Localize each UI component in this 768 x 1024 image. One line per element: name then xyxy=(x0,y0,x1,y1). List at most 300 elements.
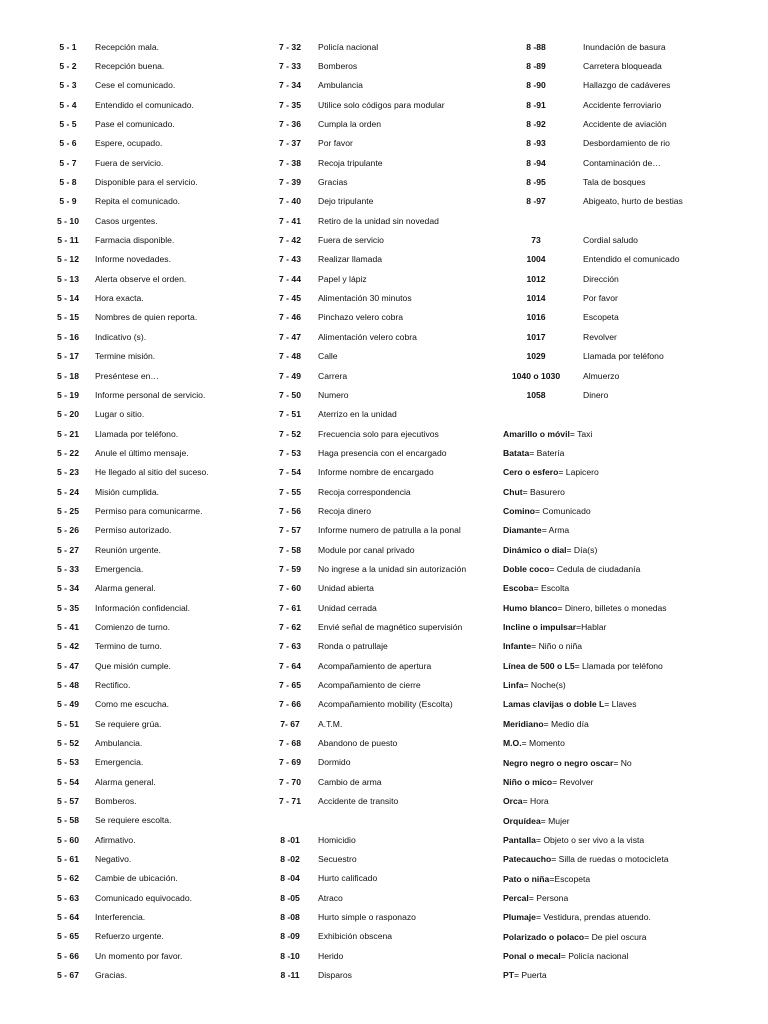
code-number: 7 - 63 xyxy=(279,641,301,652)
code-row xyxy=(50,211,275,230)
code-description: Como me escucha. xyxy=(95,699,170,710)
code-description: Informe numero de patrulla a la ponal xyxy=(318,525,461,536)
code-number: 7 - 52 xyxy=(279,428,301,439)
code-row xyxy=(50,966,275,985)
slang-term: Linfa xyxy=(503,680,524,691)
code-row xyxy=(50,250,275,269)
code-description: Abigeato, hurto de bestias xyxy=(583,196,683,207)
code-row xyxy=(50,695,275,714)
code-row xyxy=(272,656,514,675)
code-number: 5 - 24 xyxy=(57,486,79,497)
codes-8-10-column xyxy=(500,37,763,405)
code-description: Exhibición obscena xyxy=(318,931,393,942)
code-number: 5 - 11 xyxy=(57,235,79,246)
code-description: Unidad cerrada xyxy=(318,602,377,613)
code-description: Fuera de servicio. xyxy=(95,157,164,168)
code-number: 7- 67 xyxy=(280,718,300,729)
slang-meaning: = Persona xyxy=(528,892,569,903)
code-number: 1017 xyxy=(526,331,546,342)
code-description: Hurto simple o rasponazo xyxy=(318,912,416,923)
code-number: 5 - 7 xyxy=(59,157,77,168)
code-description: A.T.M. xyxy=(318,718,343,729)
code-row xyxy=(50,192,275,211)
code-description: Nombres de quien reporta. xyxy=(95,312,198,323)
code-row xyxy=(50,946,275,965)
code-number: 8 -89 xyxy=(526,61,546,72)
code-number: 5 - 9 xyxy=(59,196,77,207)
code-number: 5 - 57 xyxy=(57,796,79,807)
slang-entry xyxy=(503,946,763,965)
code-description: Abandono de puesto xyxy=(318,738,398,749)
code-description: Dormido xyxy=(318,757,351,768)
code-description: Haga presencia con el encargado xyxy=(318,447,447,458)
code-row xyxy=(272,753,514,772)
code-description: Dinero xyxy=(583,389,609,400)
code-number: 7 - 62 xyxy=(279,621,301,632)
code-row xyxy=(272,76,514,95)
code-description: Fuera de servicio xyxy=(318,235,384,246)
slang-meaning: = Día(s) xyxy=(566,544,598,555)
slang-entry xyxy=(503,501,763,520)
code-row xyxy=(500,153,763,172)
slang-entry xyxy=(503,617,763,636)
code-row xyxy=(50,521,275,540)
code-row xyxy=(272,308,514,327)
code-description: Recepción mala. xyxy=(95,41,160,52)
code-number: 5 - 15 xyxy=(57,312,79,323)
code-number: 5 - 5 xyxy=(59,119,77,130)
code-row xyxy=(50,772,275,791)
code-number: 7 - 39 xyxy=(279,177,301,188)
code-number: 5 - 21 xyxy=(57,428,79,439)
slang-term: Dinámico o dial xyxy=(503,544,567,555)
slang-meaning: = Comunicado xyxy=(534,506,591,517)
slang-entry xyxy=(503,424,763,443)
code-description: Policía nacional xyxy=(318,41,379,52)
code-number: 5 - 61 xyxy=(57,854,79,865)
code-row xyxy=(50,172,275,191)
code-row xyxy=(272,907,514,926)
slang-term: Pantalla xyxy=(503,834,536,845)
slang-term: Pato o niña xyxy=(503,873,550,884)
code-number: 5 - 33 xyxy=(57,563,79,574)
slang-term: Lamas clavijas o doble L xyxy=(503,699,605,710)
slang-term: Diamante xyxy=(503,525,542,536)
code-description: Indicativo (s). xyxy=(95,331,147,342)
code-description: Afirmativo. xyxy=(95,834,136,845)
code-number: 5 - 25 xyxy=(57,505,79,516)
code-description: Ambulancia. xyxy=(95,738,143,749)
code-row xyxy=(272,540,514,559)
code-row xyxy=(272,966,514,985)
code-number: 7 - 66 xyxy=(279,699,301,710)
code-number: 1016 xyxy=(526,312,546,323)
code-description: Se requiere escolta. xyxy=(95,815,172,826)
code-row xyxy=(272,617,514,636)
code-number: 7 - 32 xyxy=(279,41,301,52)
code-row xyxy=(272,37,514,56)
code-row xyxy=(50,230,275,249)
code-description: Numero xyxy=(318,389,349,400)
code-row xyxy=(50,617,275,636)
slang-term: Doble coco xyxy=(503,564,550,575)
code-description: Calle xyxy=(318,351,338,362)
code-number: 5 - 47 xyxy=(57,660,79,671)
code-row xyxy=(500,269,763,288)
code-number: 5 - 42 xyxy=(57,641,79,652)
code-row xyxy=(50,482,275,501)
code-number: 5 - 41 xyxy=(57,621,79,632)
slang-term: M.O. xyxy=(503,738,522,749)
code-description: Unidad abierta xyxy=(318,583,374,594)
code-description: Acompañamiento de apertura xyxy=(318,660,432,671)
code-row xyxy=(500,347,763,366)
slang-term: Infante xyxy=(503,641,532,652)
code-row xyxy=(50,443,275,462)
code-number: 8 -10 xyxy=(280,950,300,961)
code-description: Accidente ferroviario xyxy=(583,99,662,110)
code-description: Alimentación 30 minutos xyxy=(318,293,412,304)
code-number: 8 -01 xyxy=(280,834,300,845)
code-row xyxy=(500,327,763,346)
slang-meaning: =Escopeta xyxy=(549,873,591,884)
code-number: 7 - 40 xyxy=(279,196,301,207)
code-number: 8 -11 xyxy=(280,970,300,981)
code-number: 73 xyxy=(531,235,541,246)
code-row xyxy=(272,714,514,733)
code-number: 7 - 42 xyxy=(279,235,301,246)
code-number: 7 - 38 xyxy=(279,157,301,168)
code-row xyxy=(272,637,514,656)
code-description: Gracias. xyxy=(95,970,127,981)
slang-term: Orquídea xyxy=(503,815,541,826)
code-description: Pinchazo velero cobra xyxy=(318,312,404,323)
slang-meaning: = Hora xyxy=(522,796,549,807)
slang-meaning: = Basurero xyxy=(522,486,565,497)
code-row xyxy=(500,95,763,114)
code-description: Por favor xyxy=(318,138,353,149)
code-row xyxy=(272,849,514,868)
code-row xyxy=(50,134,275,153)
slang-term: Percal xyxy=(503,892,529,903)
code-description: Información confidencial. xyxy=(95,602,191,613)
code-row xyxy=(50,540,275,559)
code-description: Herido xyxy=(318,950,344,961)
slang-meaning: = Escolta xyxy=(533,583,570,594)
slang-entry xyxy=(503,443,763,462)
slang-term: Chut xyxy=(503,486,523,497)
code-description: Disponible para el servicio. xyxy=(95,177,198,188)
code-row xyxy=(50,95,275,114)
code-row xyxy=(50,675,275,694)
code-row xyxy=(272,385,514,404)
slang-meaning: = Llaves xyxy=(604,699,637,710)
slang-term: Incline o impulsar xyxy=(503,622,577,633)
code-number: 7 - 69 xyxy=(279,757,301,768)
code-number: 7 - 59 xyxy=(279,563,301,574)
code-row xyxy=(272,172,514,191)
code-row xyxy=(50,269,275,288)
code-description: Utilice solo códigos para modular xyxy=(318,99,445,110)
code-row xyxy=(50,559,275,578)
code-number: 7 - 41 xyxy=(279,215,301,226)
code-row xyxy=(272,192,514,211)
code-number: 5 - 17 xyxy=(57,351,79,362)
code-description: Bomberos xyxy=(318,61,358,72)
code-number: 5 - 49 xyxy=(57,699,79,710)
code-row xyxy=(500,250,763,269)
code-row xyxy=(50,37,275,56)
slang-meaning: = Noche(s) xyxy=(523,680,566,691)
slang-entry xyxy=(503,830,763,849)
code-number: 7 - 48 xyxy=(279,351,301,362)
code-number: 8 -90 xyxy=(526,80,546,91)
code-row xyxy=(272,791,514,810)
code-description: Escopeta xyxy=(583,312,619,323)
slang-meaning: = Batería xyxy=(529,448,565,459)
slang-meaning: = Policía nacional xyxy=(560,950,629,961)
slang-entry xyxy=(503,734,763,753)
code-row xyxy=(272,56,514,75)
code-number: 8 -08 xyxy=(280,912,300,923)
code-description: Alarma general. xyxy=(95,776,156,787)
slang-meaning: = Cedula de ciudadanía xyxy=(549,564,641,575)
code-row xyxy=(500,76,763,95)
code-row xyxy=(50,463,275,482)
code-row xyxy=(500,230,763,249)
code-number: 5 - 8 xyxy=(59,177,77,188)
slang-meaning: = Momento xyxy=(521,738,565,749)
code-description: He llegado al sitio del suceso. xyxy=(95,467,209,478)
code-row xyxy=(272,230,514,249)
code-number: 7 - 33 xyxy=(279,61,301,72)
code-row xyxy=(272,153,514,172)
code-description: Tala de bosques xyxy=(583,177,646,188)
code-description: Casos urgentes. xyxy=(95,215,158,226)
code-row xyxy=(272,405,514,424)
code-number: 7 - 43 xyxy=(279,254,301,265)
code-row xyxy=(50,327,275,346)
code-description: Recoja dinero xyxy=(318,505,372,516)
code-number: 5 - 65 xyxy=(57,931,79,942)
code-number: 5 - 4 xyxy=(59,99,77,110)
code-number: 5 - 51 xyxy=(57,718,79,729)
code-row xyxy=(272,927,514,946)
code-number: 7 - 50 xyxy=(279,389,301,400)
slang-meaning: = Silla de ruedas o motocicleta xyxy=(551,854,669,865)
code-description: No ingrese a la unidad sin autorización xyxy=(318,563,467,574)
code-number: 5 - 54 xyxy=(57,776,79,787)
code-row xyxy=(272,288,514,307)
code-number: 7 - 46 xyxy=(279,312,301,323)
code-row xyxy=(50,288,275,307)
slang-entry xyxy=(503,598,763,617)
code-description: Que misión cumple. xyxy=(95,660,171,671)
code-number: 8 -94 xyxy=(526,157,546,168)
slang-meaning: = Dinero, billetes o monedas xyxy=(557,602,667,613)
slang-entry xyxy=(503,927,763,946)
codes-7-8-column xyxy=(272,37,514,985)
code-description: Retiro de la unidad sin novedad xyxy=(318,215,439,226)
code-row xyxy=(272,598,514,617)
slang-entry xyxy=(503,908,763,927)
slang-meaning: = Taxi xyxy=(569,428,593,439)
code-number: 5 - 10 xyxy=(57,215,79,226)
code-description: Acompañamiento de cierre xyxy=(318,680,421,691)
slang-entry xyxy=(503,753,763,772)
code-description: Aterrizo en la unidad xyxy=(318,409,397,420)
code-number: 7 - 47 xyxy=(279,331,301,342)
code-description: Un momento por favor. xyxy=(95,950,183,961)
code-description: Entendido el comunicado. xyxy=(95,99,194,110)
code-number: 7 - 45 xyxy=(279,293,301,304)
code-row xyxy=(50,347,275,366)
code-description: Dejo tripulante xyxy=(318,196,374,207)
code-row xyxy=(500,172,763,191)
slang-entry xyxy=(503,482,763,501)
code-number: 7 - 61 xyxy=(279,602,301,613)
code-description: Comunicado equivocado. xyxy=(95,892,192,903)
code-row xyxy=(500,56,763,75)
code-row xyxy=(272,482,514,501)
slang-meaning: = Revolver xyxy=(552,776,594,787)
code-number: 1058 xyxy=(526,389,546,400)
code-number: 7 - 37 xyxy=(279,138,301,149)
slang-term: Amarillo o móvil xyxy=(503,428,570,439)
code-description: Acompañamiento mobility (Escolta) xyxy=(318,699,453,710)
code-description: Cordial saludo xyxy=(583,235,638,246)
code-number: 8 -88 xyxy=(526,41,546,52)
slang-entry xyxy=(503,463,763,482)
code-number: 5 - 19 xyxy=(57,389,79,400)
code-description: Permiso para comunicarme. xyxy=(95,505,203,516)
slang-term: Batata xyxy=(503,448,530,459)
code-number: 5 - 52 xyxy=(57,738,79,749)
code-description: Ronda o patrullaje xyxy=(318,641,388,652)
code-description: Informe nombre de encargado xyxy=(318,467,434,478)
slang-meaning: = Vestidura, prendas atuendo. xyxy=(535,912,651,923)
code-row xyxy=(500,308,763,327)
code-description: Preséntese en… xyxy=(95,370,160,381)
code-number: 5 - 16 xyxy=(57,331,79,342)
slang-meaning: = Niño o niña xyxy=(531,641,583,652)
code-description: Emergencia. xyxy=(95,757,144,768)
code-description: Termine misión. xyxy=(95,351,156,362)
slang-term: Cero o esfero xyxy=(503,467,559,478)
code-number: 5 - 35 xyxy=(57,602,79,613)
code-row xyxy=(500,114,763,133)
code-number: 8 -09 xyxy=(280,931,300,942)
code-description: Hora exacta. xyxy=(95,293,144,304)
code-description: Bomberos. xyxy=(95,796,137,807)
code-description: Cumpla la orden xyxy=(318,119,382,130)
code-number: 5 - 1 xyxy=(59,41,77,52)
code-row xyxy=(272,521,514,540)
slang-term: PT xyxy=(503,970,514,981)
slang-entry xyxy=(503,637,763,656)
code-description: Llamada por teléfono xyxy=(583,351,664,362)
code-row xyxy=(500,385,763,404)
slang-meaning: = Mujer xyxy=(540,815,570,826)
code-description: Accidente de aviación xyxy=(583,119,667,130)
code-description: Informe novedades. xyxy=(95,254,171,265)
code-number: 5 - 20 xyxy=(57,409,79,420)
code-row xyxy=(50,733,275,752)
code-row xyxy=(50,114,275,133)
code-number: 5 - 18 xyxy=(57,370,79,381)
code-number: 5 - 22 xyxy=(57,447,79,458)
code-number: 8 -05 xyxy=(280,892,300,903)
slang-entry xyxy=(503,540,763,559)
code-number: 1014 xyxy=(526,293,546,304)
code-description: Informe personal de servicio. xyxy=(95,389,206,400)
code-description: Comienzo de turno. xyxy=(95,621,170,632)
code-number: 5 - 67 xyxy=(57,970,79,981)
code-row xyxy=(272,463,514,482)
code-row xyxy=(50,598,275,617)
slang-meaning: = Medio día xyxy=(543,718,589,729)
slang-term: Ponal o mecal xyxy=(503,950,561,961)
slang-term: Orca xyxy=(503,796,523,807)
code-description: Accidente de transito xyxy=(318,796,399,807)
code-number: 7 - 58 xyxy=(279,544,301,555)
code-description: Se requiere grúa. xyxy=(95,718,162,729)
code-row xyxy=(500,192,763,211)
code-row xyxy=(50,637,275,656)
code-number: 5 - 2 xyxy=(59,61,77,72)
code-number: 1004 xyxy=(526,254,546,265)
code-number: 7 - 64 xyxy=(279,660,301,671)
slang-term: Plumaje xyxy=(503,912,536,923)
code-description: Module por canal privado xyxy=(318,544,415,555)
code-description: Disparos xyxy=(318,970,352,981)
code-row xyxy=(272,269,514,288)
slang-entry xyxy=(503,811,763,830)
code-row xyxy=(272,250,514,269)
code-description: Envié señal de magnético supervisión xyxy=(318,621,463,632)
slang-entry xyxy=(503,521,763,540)
code-row xyxy=(272,946,514,965)
code-number: 7 - 36 xyxy=(279,119,301,130)
code-number: 5 - 64 xyxy=(57,912,79,923)
code-description: Atraco xyxy=(318,892,343,903)
slang-meaning: = Objeto o ser vivo a la vista xyxy=(535,834,645,845)
code-number: 7 - 57 xyxy=(279,525,301,536)
code-row xyxy=(50,888,275,907)
code-number: 8 -95 xyxy=(526,177,546,188)
code-row xyxy=(272,869,514,888)
code-description: Interferencia. xyxy=(95,912,146,923)
slang-meaning: = Lapicero xyxy=(558,467,599,478)
code-description: Recoja tripulante xyxy=(318,157,383,168)
slang-meaning: = No xyxy=(613,757,632,768)
code-row xyxy=(272,366,514,385)
code-row xyxy=(272,211,514,230)
code-number: 5 - 12 xyxy=(57,254,79,265)
code-description: Hurto calificado xyxy=(318,873,378,884)
code-description: Dirección xyxy=(583,273,619,284)
slang-entry xyxy=(503,675,763,694)
slang-glossary xyxy=(503,424,763,985)
slang-entry xyxy=(503,966,763,985)
slang-entry xyxy=(503,869,763,888)
code-description: Entendido el comunicado xyxy=(583,254,680,265)
code-description: Almuerzo xyxy=(583,370,620,381)
slang-term: Niño o mico xyxy=(503,776,553,787)
code-number: 1012 xyxy=(526,273,546,284)
code-description: Reunión urgente. xyxy=(95,544,161,555)
code-description: Repita el comunicado. xyxy=(95,196,181,207)
